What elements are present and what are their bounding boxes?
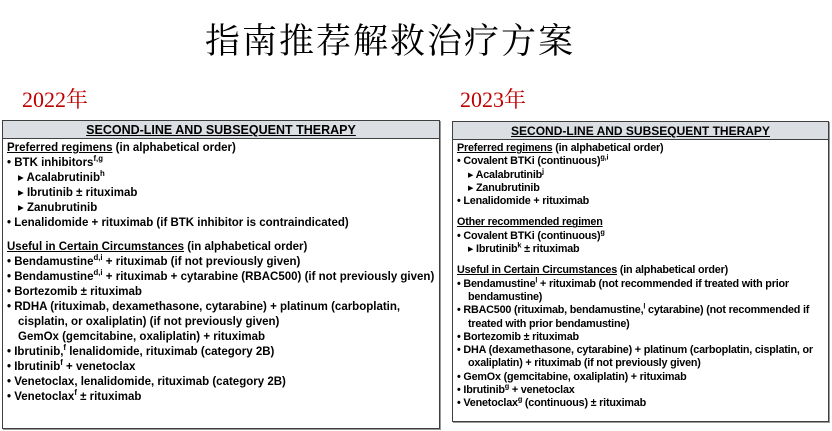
guideline-panel-2022 [2, 120, 440, 429]
therapy-line: • Bendamustine$^{d,i}$ + rituximab (if not previously given) [7, 253, 301, 268]
therapy-line: Preferred regimens (in alphabetical order) [457, 142, 664, 154]
therapy-line: ▸ Zanubrutinib [18, 202, 98, 214]
panel-header-2022 [3, 121, 439, 139]
therapy-line: ▸ Zanubrutinib [468, 181, 540, 194]
therapy-line: ▸ Acalabrutinib$^j$ [468, 166, 544, 181]
therapy-line: • Bortezomib ± rituximab [7, 286, 142, 298]
therapy-line: Useful in Certain Circumstances (in alphabetical order) [7, 241, 308, 253]
therapy-line: • Bendamustine$^{d,i}$ + rituximab + cytarabine (RBAC500) (if not previously given) [7, 268, 435, 283]
panel-header-text: SECOND-LINE AND SUBSEQUENT THERAPY [86, 123, 356, 137]
therapy-line: ▸ Acalabrutinib$^h$ [18, 169, 105, 184]
therapy-line: Preferred regimens (in alphabetical order) [7, 142, 236, 154]
therapy-line: • Covalent BTKi (continuous)$^{g,i}$ [457, 152, 609, 168]
therapy-line: • RBAC500 (rituximab, bendamustine,$^l$ cytarabine) (not recommended if treated with prior bendamustine) [457, 301, 810, 330]
therapy-line: • Bendamustine$^l$ + rituximab (not recommended if treated with prior bendamustine) [457, 275, 789, 303]
therapy-line: Other recommended regimen [457, 216, 603, 229]
panel-header-2023 [453, 122, 828, 140]
year-label-2022: 2022年 [22, 87, 89, 112]
guideline-panel-2023 [452, 121, 829, 422]
spacer [457, 256, 824, 264]
therapy-line: • Covalent BTKi (continuous)$^g$ [457, 227, 605, 242]
therapy-line: • Bortezomib ± rituximab [457, 330, 579, 343]
therapy-line: • Venetoclax$^g$ (continuous) ± rituximab [457, 394, 646, 410]
therapy-line: • BTK inhibitors$^{f,g}$ [7, 154, 103, 169]
therapy-line: • Lenalidomide + rituximab (if BTK inhibitor is contraindicated) [7, 217, 349, 229]
year-label-2023: 2023年 [460, 87, 527, 112]
therapy-line: • Venetoclax$^f$ ± rituximab [7, 388, 142, 403]
therapy-line: GemOx (gemcitabine, oxaliplatin) + rituximab [18, 331, 265, 343]
therapy-line: • Ibrutinib$^g$ + venetoclax [457, 381, 575, 397]
therapy-line: Useful in Certain Circumstances (in alphabetical order) [457, 264, 729, 277]
therapy-line: • Ibrutinib,$^f$ lenalidomide, rituximab (category 2B) [7, 343, 275, 358]
therapy-line: • Venetoclax, lenalidomide, rituximab (category 2B) [7, 376, 286, 388]
panel-body-2023 [453, 140, 828, 411]
therapy-line: ▸ Ibrutinib ± rituximab [18, 187, 138, 199]
therapy-line: ▸ Ibrutinib$^k$ ± rituximab [468, 240, 580, 256]
page-title: 指南推荐解救治疗方案 [204, 22, 575, 61]
therapy-line: • Lenalidomide + rituximab [457, 195, 590, 208]
therapy-line: • Ibrutinib$^f$ + venetoclax [7, 358, 136, 373]
therapy-line: • RDHA (rituximab, dexamethasone, cytarabine) + platinum (carboplatin, cisplatin, or oxaliplatin) (if not previously given) [7, 301, 401, 328]
therapy-line: • DHA (dexamethasone, cytarabine) + platinum (carboplatin, cisplatin, or oxaliplatin) + rituximab (if not previously given) [457, 344, 813, 370]
panel-header-text: SECOND-LINE AND SUBSEQUENT THERAPY [511, 124, 770, 138]
spacer [7, 231, 435, 240]
therapy-line: • GemOx (gemcitabine, oxaliplatin) + rituximab [457, 370, 687, 383]
spacer [457, 208, 824, 216]
panel-body-2022 [3, 139, 439, 405]
